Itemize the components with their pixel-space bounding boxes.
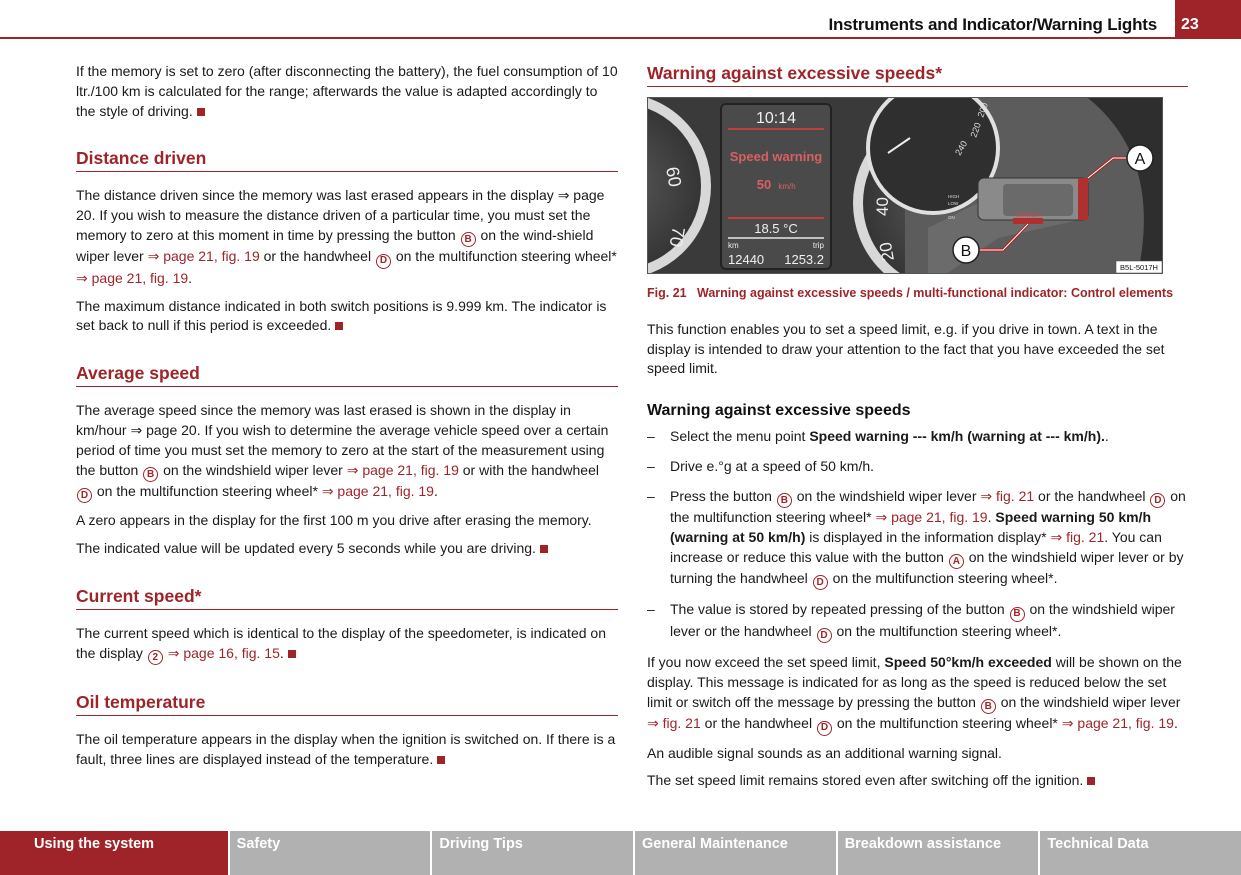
cross-reference-link[interactable]: ⇒ page 21, fig. 19 bbox=[321, 482, 434, 499]
display-message-bold: Speed warning 50 km/h (warning at 50 km/h) bbox=[670, 508, 1151, 545]
oil-paragraph bbox=[76, 730, 618, 770]
cross-reference-link[interactable]: ⇒ page 21, fig. 19 bbox=[147, 248, 260, 265]
text: on the windshield wiper lever bbox=[1000, 693, 1181, 710]
cross-reference-link[interactable]: ⇒ fig. 21 bbox=[980, 487, 1035, 504]
step-item: – Press the button B on the windshield wiper lever ⇒ fig. 21 or the handwheel D on the multifunction steering wheel* ⇒ page 21, fig. 19. Speed warning 50 km/h (warning at 50 km/h) is displayed in the information display* ⇒ fig. 21. You can increase or reduce this value with the button A on the windshield wiper lever or by turning the handwheel D on the multifunction steering wheel*. bbox=[647, 487, 1188, 591]
figure-21 bbox=[647, 97, 1163, 274]
section-heading-average-speed: Average speed bbox=[76, 362, 618, 387]
gauge-tick-label: 70 bbox=[665, 225, 689, 249]
text: If you now exceed the set speed limit, bbox=[647, 654, 881, 671]
intro-paragraph bbox=[76, 62, 618, 121]
text: will be shown on the display. This message is indicated for as long as the speed is reduced below the set limit or switch off the message by pressing the button bbox=[647, 654, 1182, 710]
text: . You can increase or reduce this value with the button bbox=[670, 528, 1162, 565]
cross-reference-link[interactable]: ⇒ page 21, fig. 19 bbox=[346, 461, 459, 478]
gauge-tick-label: 60 bbox=[662, 165, 686, 189]
lever-button-label: ON/RESET bbox=[1016, 213, 1042, 219]
section-end-mark bbox=[437, 756, 445, 764]
section-end-mark bbox=[335, 322, 343, 330]
text: on the wind-shield wiper lever bbox=[76, 226, 594, 265]
chapter-tab-safety[interactable]: Safety bbox=[230, 831, 431, 875]
exceeded-message: Speed 50°km/h exceeded bbox=[884, 654, 1052, 671]
figure-caption-text: Warning against excessive speeds / multi-functional indicator: Control elements bbox=[697, 286, 1174, 300]
marker-d: D bbox=[376, 254, 391, 269]
marker-2: 2 bbox=[148, 650, 163, 665]
text: on the windshield wiper lever or the handwheel bbox=[670, 601, 1175, 639]
section-heading-current-speed: Current speed* bbox=[76, 585, 618, 610]
gauge-tick-label: 20 bbox=[875, 240, 898, 263]
image-code: B5L-5017H bbox=[1120, 263, 1158, 272]
cross-reference-link[interactable]: ⇒ fig. 21 bbox=[647, 715, 701, 732]
current-paragraph: The current speed which is identical to the display of the speedometer, is indicated on the display 2 ⇒ page 16, fig. 15. bbox=[76, 624, 618, 665]
section-end-mark bbox=[197, 108, 205, 116]
text: on the windshield wiper lever bbox=[163, 461, 343, 478]
text: Select the menu point bbox=[670, 427, 806, 444]
multifunction-display bbox=[721, 104, 831, 269]
cross-reference-link[interactable]: ⇒ page 21, fig. 19 bbox=[76, 269, 189, 286]
text: Drive e.°g at a speed of 50 km/h. bbox=[670, 457, 875, 474]
exceed-paragraph: If you now exceed the set speed limit, Speed 50°km/h exceeded will be shown on the display. This message is indicated for as long as the speed is reduced below the set limit or switch off the message by pressing the button B on the windshield wiper lever ⇒ fig. 21 or the handwheel D on the multifunction steering wheel* ⇒ page 21, fig. 19. bbox=[647, 653, 1188, 735]
marker-b: B bbox=[143, 467, 158, 482]
lever-button-a bbox=[1078, 178, 1088, 220]
text: The average speed since the memory was last erased is shown in the display in km/hour ⇒ page 20. If you wish to determine the average vehicle speed over a certain period of time you must set the memory to zero at the start of the measurement using the button bbox=[76, 402, 609, 478]
chapter-tab-general-maintenance[interactable]: General Maintenance bbox=[635, 831, 836, 875]
speedo-tick-label: 240 bbox=[953, 138, 970, 157]
distance-paragraph-1: The distance driven since the memory was last erased appears in the display ⇒ page 20. If you wish to measure the distance driven of a particular time, you must set the memory to zero at this moment in time by pressing the button B on the wind-shield wiper lever ⇒ page 21, fig. 19 or the handwheel D on the multifunction steering wheel* ⇒ page 21, fig. 19. bbox=[76, 187, 617, 286]
stored-paragraph bbox=[647, 771, 1188, 791]
speed-warning-intro: This function enables you to set a speed limit, e.g. if you drive in town. A text in the display is intended to draw your attention to the fact that you have exceeded the set speed limit. bbox=[647, 320, 1165, 377]
section-heading-oil-temperature: Oil temperature bbox=[76, 691, 618, 716]
lever-label: OFF bbox=[948, 208, 957, 213]
step-item bbox=[647, 600, 1188, 643]
text: The current speed which is identical to the display of the speedometer, is indicated on the display bbox=[76, 624, 606, 661]
display-message: Speed warning bbox=[729, 149, 823, 164]
lever-label: HIGH bbox=[948, 194, 960, 199]
text: Press the button bbox=[670, 487, 772, 504]
marker-b: B bbox=[777, 493, 792, 508]
text: The distance driven since the memory was last erased appears in the display ⇒ page 20. If you wish to measure the distance driven of a particular time, you must set the memory to zero at this moment in time by pressing the button bbox=[76, 187, 605, 243]
text: on the multifunction steering wheel* bbox=[395, 248, 617, 265]
callout-b-label: B bbox=[960, 243, 972, 260]
lever-label: LOW bbox=[948, 201, 959, 206]
audible-paragraph: An audible signal sounds as an additional warning signal. bbox=[647, 744, 1002, 761]
page-number: 23 bbox=[1181, 16, 1199, 33]
text: or the handwheel bbox=[263, 248, 372, 265]
chapter-tab-breakdown-assistance[interactable]: Breakdown assistance bbox=[838, 831, 1039, 875]
instruction-steps bbox=[647, 427, 1188, 643]
average-paragraph-2: A zero appears in the display for the first 100 m you drive after erasing the memory. bbox=[76, 512, 592, 529]
marker-b: B bbox=[1010, 607, 1025, 622]
instrument-cluster-illustration bbox=[648, 98, 1162, 273]
display-speed-unit: km/h bbox=[778, 182, 796, 191]
text: on the multifunction steering wheel* bbox=[836, 715, 1058, 732]
text: The oil temperature appears in the display when the ignition is switched on. If there is a fault, three lines are displayed instead of the temperature. bbox=[76, 731, 616, 767]
marker-a: A bbox=[949, 554, 964, 569]
step-item bbox=[647, 457, 1188, 477]
display-temperature: 18.5 °C bbox=[754, 221, 798, 236]
header-rule bbox=[0, 37, 1241, 39]
running-header-title: Instruments and Indicator/Warning Lights bbox=[828, 15, 1157, 34]
menu-point: Speed warning --- km/h (warning at --- km/h). bbox=[809, 427, 1105, 444]
display-km-label: km bbox=[728, 241, 739, 250]
text: The value is stored by repeated pressing of the button bbox=[670, 601, 1005, 618]
section-heading-distance: Distance driven bbox=[76, 147, 618, 172]
intro-text: If the memory is set to zero (after disconnecting the battery), the fuel consumption of 10 ltr./100 km is calculated for the range; afterwards the value is adapted accordingly to the style of driving. bbox=[76, 63, 618, 119]
text: . bbox=[1104, 427, 1109, 444]
text: or with the handwheel bbox=[462, 461, 599, 478]
text: or the handwheel bbox=[1038, 487, 1146, 504]
section-heading-speed-warning: Warning against excessive speeds* bbox=[647, 62, 1188, 87]
marker-b: B bbox=[981, 699, 996, 714]
subheading-speed-warning: Warning against excessive speeds bbox=[647, 402, 911, 420]
text: on the windshield wiper lever bbox=[796, 487, 977, 504]
marker-d: D bbox=[1150, 493, 1165, 508]
marker-d: D bbox=[813, 575, 828, 590]
cross-reference-link[interactable]: ⇒ page 21, fig. 19 bbox=[1061, 715, 1174, 732]
section-end-mark bbox=[540, 545, 548, 553]
right-column bbox=[647, 62, 1188, 799]
chapter-tab-driving-tips[interactable]: Driving Tips bbox=[432, 831, 633, 875]
marker-d: D bbox=[77, 488, 92, 503]
distance-paragraph-2 bbox=[76, 297, 618, 337]
display-trip-label: trip bbox=[812, 241, 824, 250]
step-item bbox=[647, 427, 1188, 447]
display-km-value: 12440 bbox=[728, 252, 765, 267]
display-time: 10:14 bbox=[755, 110, 797, 127]
display-speed: 50 bbox=[756, 177, 772, 192]
display-trip-value: 1253.2 bbox=[784, 252, 824, 267]
speedo-tick-label: 220 bbox=[968, 121, 984, 139]
chapter-tab-using-the-system[interactable]: Using the system bbox=[0, 831, 228, 875]
text: on the multifunction steering wheel* bbox=[670, 487, 1186, 525]
text: on the multifunction steering wheel* bbox=[96, 482, 318, 499]
text: The indicated value will be updated every 5 seconds while you are driving. bbox=[76, 540, 536, 557]
section-end-mark bbox=[288, 650, 296, 658]
speedo-tick-label: 200 bbox=[975, 101, 991, 119]
chapter-tab-technical-data[interactable]: Technical Data bbox=[1040, 831, 1241, 875]
marker-d: D bbox=[817, 628, 832, 643]
callout-a-label: A bbox=[1134, 151, 1146, 168]
left-column bbox=[76, 62, 618, 778]
gauge-tick-label: 40 bbox=[873, 197, 892, 216]
marker-d: D bbox=[817, 721, 832, 736]
figure-caption bbox=[647, 284, 1188, 304]
cross-reference-link[interactable]: ⇒ fig. 21 bbox=[1050, 528, 1105, 545]
text: on the multifunction steering wheel*. bbox=[836, 622, 1062, 639]
text: is displayed in the information display* bbox=[809, 528, 1047, 545]
figure-label: Fig. 21 bbox=[647, 286, 687, 300]
text: on the windshield wiper lever or by turning the handwheel bbox=[670, 548, 1184, 586]
text: on the multifunction steering wheel*. bbox=[832, 569, 1058, 586]
lever-label: ON bbox=[948, 215, 955, 220]
cross-reference-link[interactable]: ⇒ page 21, fig. 19 bbox=[875, 508, 988, 525]
average-paragraph-3 bbox=[76, 539, 618, 559]
page-number-box bbox=[1175, 0, 1241, 38]
cross-reference-link[interactable]: ⇒ page 16, fig. 15 bbox=[167, 644, 280, 661]
marker-b: B bbox=[461, 232, 476, 247]
text: The maximum distance indicated in both switch positions is 9.999 km. The indicator is set back to null if this period is exceeded. bbox=[76, 297, 607, 334]
average-paragraph-1: The average speed since the memory was last erased is shown in the display in km/hour ⇒ page 20. If you wish to determine the average vehicle speed over a certain period of time you must set the memory to zero at the start of the measurement using the button B on the windshield wiper lever ⇒ page 21, fig. 19 or with the handwheel D on the multifunction steering wheel* ⇒ page 21, fig. 19. bbox=[76, 401, 618, 503]
chapter-navigation bbox=[0, 831, 1241, 875]
section-end-mark bbox=[1087, 777, 1095, 785]
text: or the handwheel bbox=[704, 715, 813, 732]
text: The set speed limit remains stored even after switching off the ignition. bbox=[647, 772, 1084, 789]
